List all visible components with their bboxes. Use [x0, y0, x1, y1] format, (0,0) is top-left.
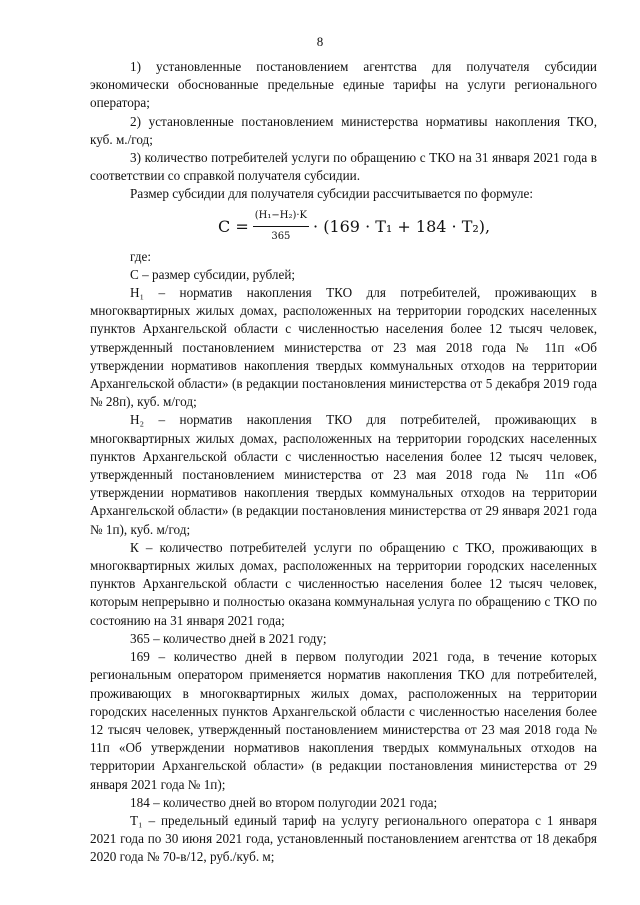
formula-numerator: (Н₁−Н₂)·K [253, 207, 309, 227]
definition-169: 169 – количество дней в первом полугодии 2021 года, в течение которых региональным оператором применяется норматив накопления ТКО для потребителей, проживающих в многоквартирных жилых домах, расположенных на территории городских населенных пунктов Архангельской области с численностью населения более 12 тысяч человек, утвержденный постановлением министерства от 23 мая 2018 года № 11п «Об утверждении нормативов накопления твердых коммунальных отходов на территории Архангельской области» (в редакции постановления министерства от 29 января 2021 года № 1п); [90, 649, 597, 792]
paragraph-item-3: 3) количество потребителей услуги по обращению с ТКО на 31 января 2021 года в соответствии со справкой получателя субсидии. [90, 150, 597, 184]
definition-184: 184 – количество дней во втором полугодии 2021 года; [130, 794, 438, 810]
definition-t1: Т₁ – предельный единый тариф на услугу регионального оператора с 1 января 2021 года по 30 июня 2021 года, установленный постановлением агентства от 18 декабря 2020 года № 70-в/12, руб./куб. м; [90, 812, 597, 865]
page-number: 8 [316, 34, 324, 49]
where-label: где: [130, 248, 151, 264]
formula-denominator: 365 [271, 231, 291, 243]
formula-lhs: С = [218, 216, 249, 236]
definition-c: С – размер субсидии, рублей; [130, 266, 296, 282]
document-body [90, 58, 597, 867]
paragraph-item-2: 2) установленные постановлением министерства нормативы накопления ТКО, куб. м./год; [90, 113, 597, 147]
formula-fraction [253, 207, 309, 246]
subsidy-formula [90, 208, 597, 246]
definition-365: 365 – количество дней в 2021 году; [130, 630, 327, 646]
definition-n1: Н₁ – норматив накопления ТКО для потребителей, проживающих в многоквартирных жилых домах, расположенных на территории городских населенных пунктов Архангельской области с численностью населения более 12 тысяч человек, утвержденный постановлением министерства от 23 мая 2018 года № 11п «Об утверждении нормативов накопления твердых коммунальных отходов на территории Архангельской области» (в редакции постановления министерства от 5 декабря 2019 года № 28п), куб. м/год; [90, 285, 597, 410]
definition-n2: Н₂ – норматив накопления ТКО для потребителей, проживающих в многоквартирных жилых домах, расположенных на территории городских населенных пунктов Архангельской области с численностью населения более 12 тысяч человек, утвержденный постановлением министерства от 23 мая 2018 года № 11п «Об утверждении нормативов накопления твердых коммунальных отходов на территории Архангельской области» (в редакции постановления министерства от 29 января 2021 года № 1п), куб. м/год; [90, 412, 597, 537]
paragraph-item-1: 1) установленные постановлением агентства для получателя субсидии экономически обоснованные предельные единые тарифы на услуги регионального оператора; [90, 59, 597, 111]
definition-k: К – количество потребителей услуги по обращению с ТКО, проживающих в многоквартирных жилых домах, расположенных на территории городских населенных пунктов Архангельской области с численностью населения более 12 тысяч человек, которым непрерывно и полностью оказана коммунальная услуга по обращению с ТКО по состоянию на 31 января 2021 года; [90, 539, 597, 628]
formula-rhs: · (169 · Т₁ + 184 · Т₂), [313, 216, 491, 236]
paragraph-formula-intro: Размер субсидии для получателя субсидии рассчитывается по формуле: [130, 186, 534, 202]
